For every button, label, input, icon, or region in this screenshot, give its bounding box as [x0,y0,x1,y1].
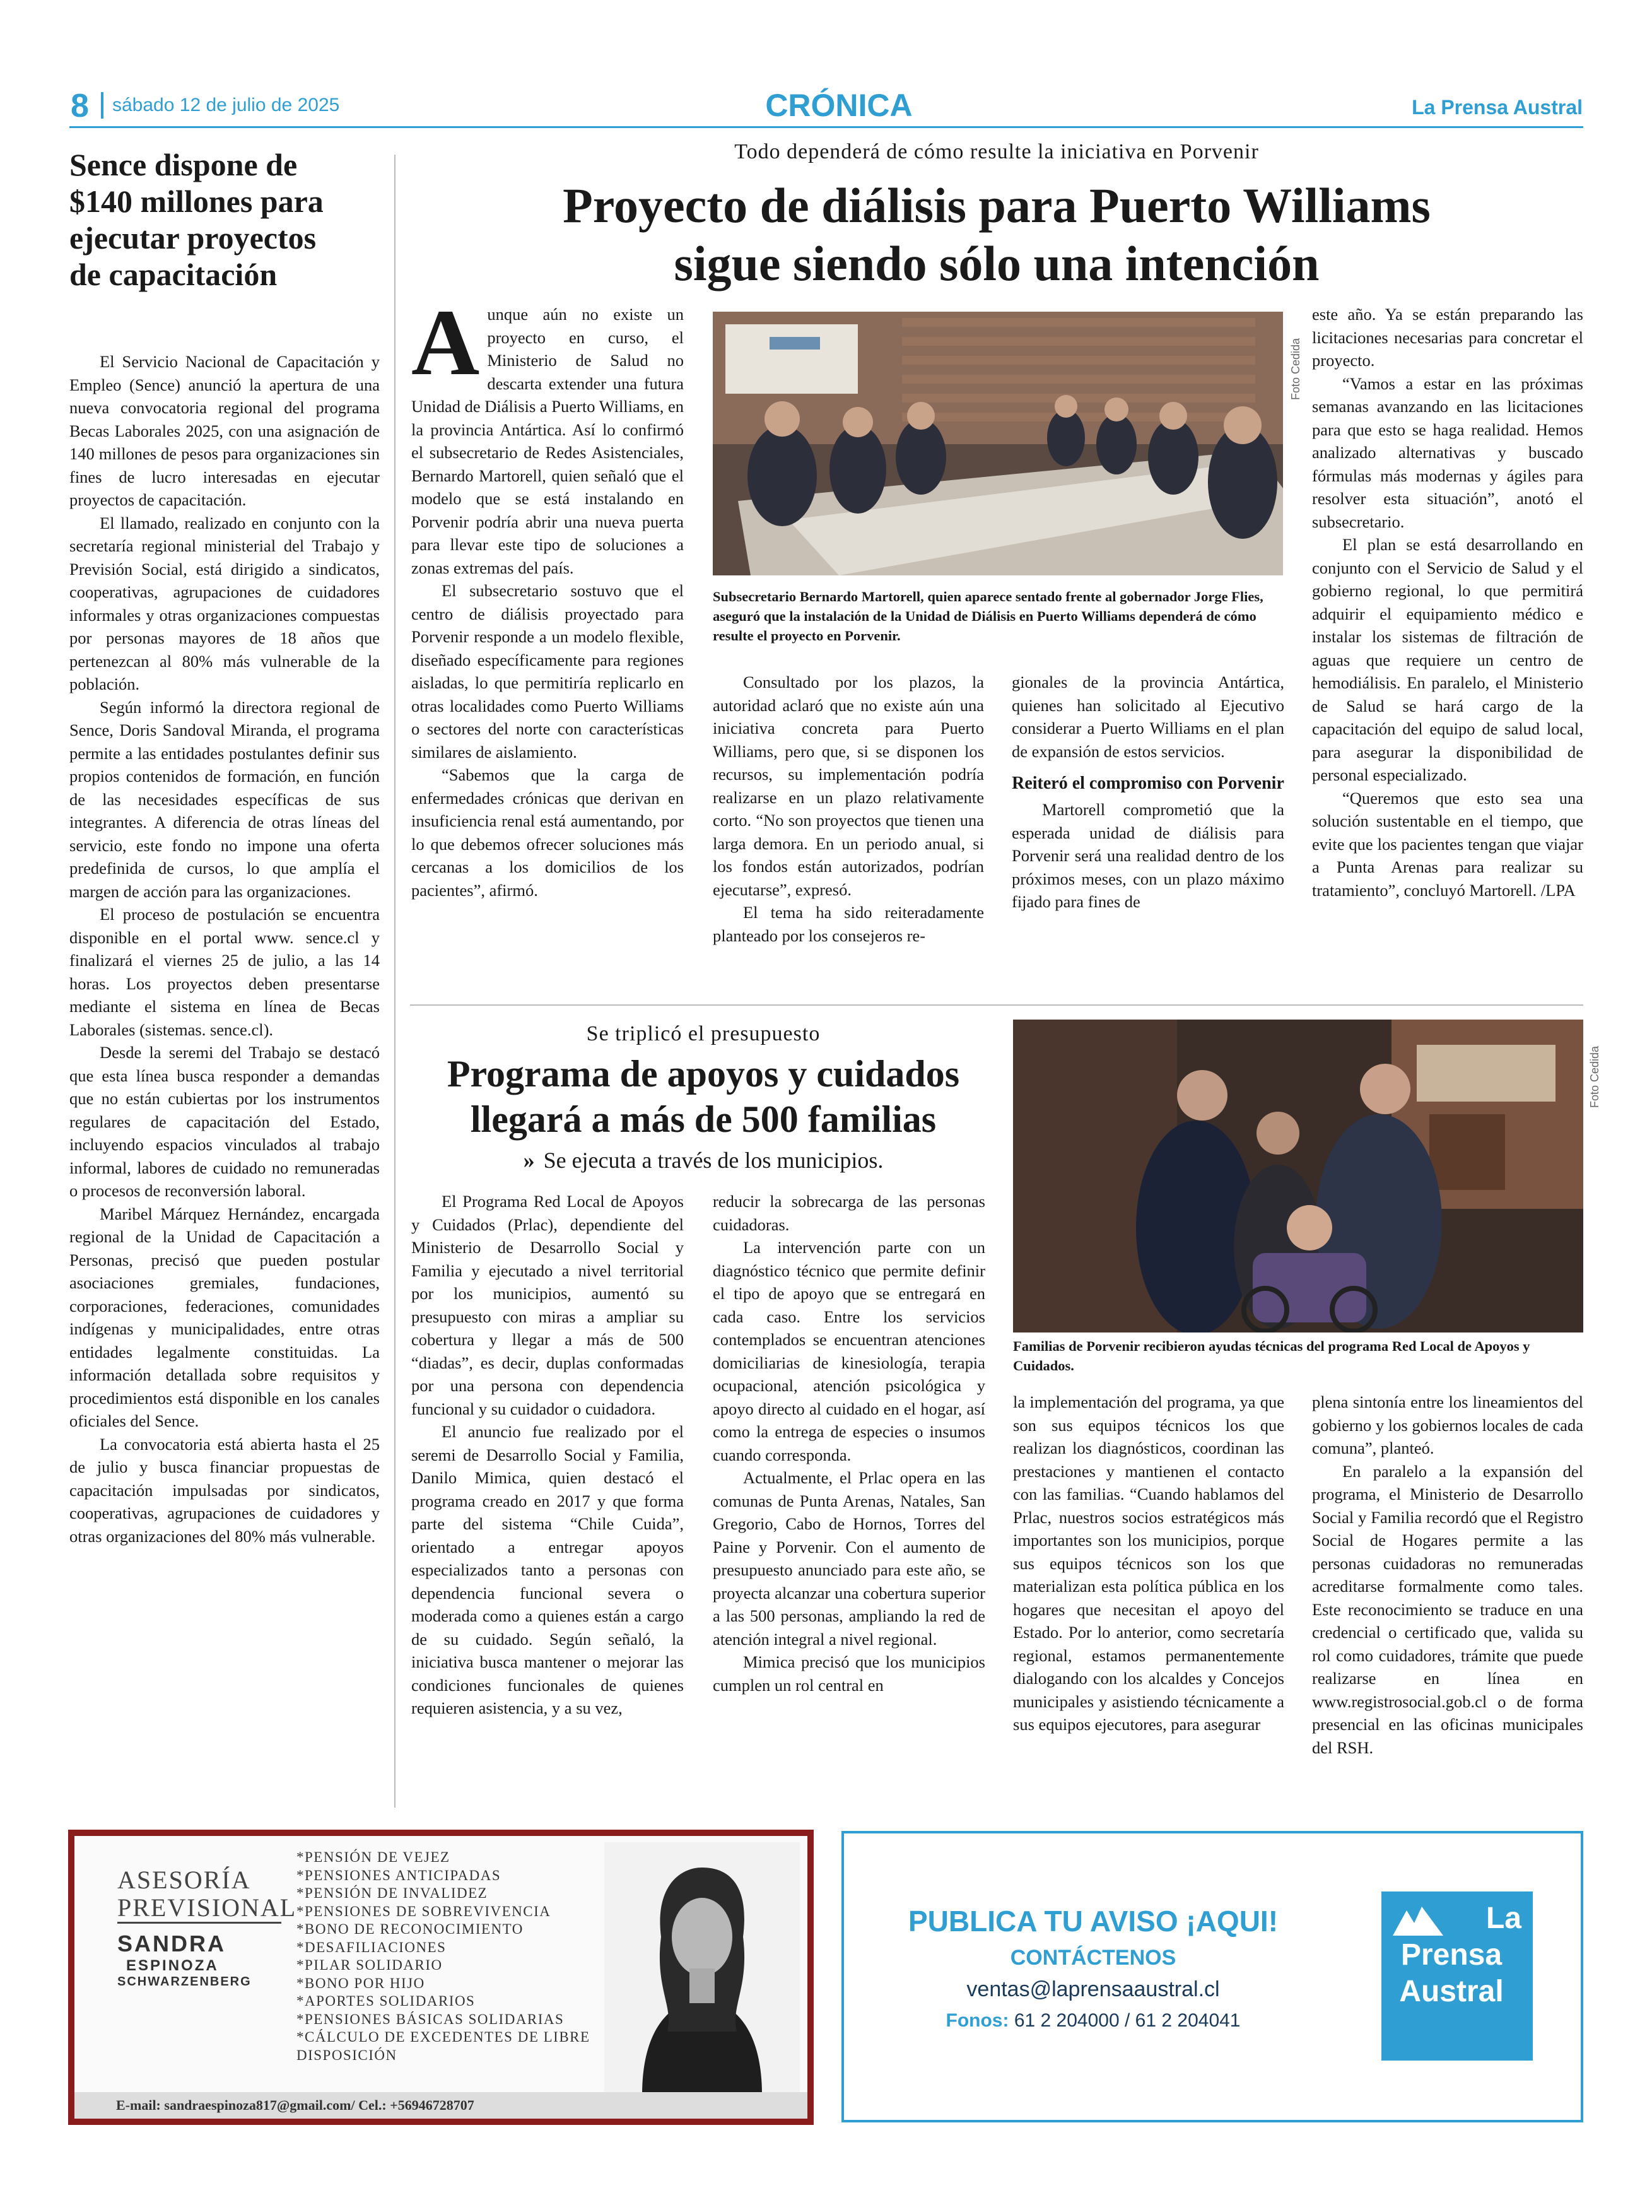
apoyos-kicker: Se triplicó el presupuesto [586,1022,821,1045]
photo-credit-2: Foto Cedida [1588,1045,1601,1108]
sence-headline: Sence dispone de $140 millones para ejecutar proyectos de capacitación [69,147,324,292]
paragraph: Consultado por los plazos, la autoridad aclaró que no existe aún una iniciativa concreta para Puerto Williams, pero que, si se disponen los recursos, su implementación podría realizarse en un plazo relativamente corto. “No son proyectos que tienen una larga demora. En un periodo anual, si los fondos están autorizados, podrían ejecutarse”, expresó. [713,673,984,899]
publish-ad-box[interactable] [841,1831,1583,2122]
meeting-photo [713,312,1283,575]
section-rule [410,1004,1583,1006]
ad-name-last1: ESPINOZA [126,1957,219,1974]
paragraph: El tema ha sido reiteradamente planteado por los consejeros re- [713,903,984,945]
apoyos-column-4 [1312,1391,1583,1808]
pension-advisory-ad[interactable] [68,1830,814,2125]
section-title: CRÓNICA [765,88,913,123]
paragraph: unque aún no existe un proyecto en curso, el Ministerio de Salud no descarta extender una futura Unidad de Diálisis a Puerto Williams, en la provincia Antártica. Así lo confirmó el subsecretario de Redes Asistenciales, Bernardo Martorell, quien señaló que el modelo que se está instalando en Porvenir podría abrir una nueva puerta para llevar este tipo de soluciones a zonas extremas del país. [411,305,684,577]
paragraph: El proceso de postulación se encuentra disponible en el portal www. sence.cl y finalizará el viernes 25 de julio, a las 14 horas. Los proyectos deben presentarse mediante el sistema en línea de Becas Laborales (sistemas. sence.cl). [69,905,380,1039]
paper-logo-text [1381,1900,1533,2010]
paragraph: El Programa Red Local de Apoyos y Cuidados (Prlac), dependiente del Ministerio de Desarrollo Social y Familia y ejecutado a nivel territorial por los municipios, aumentó su presupuesto con miras a ampliar su cobertura y llegar a más de 500 “diadas”, es decir, duplas conformadas por una persona con dependencia funcional y su cuidador o cuidadora. [411,1192,684,1418]
paragraph: La convocatoria está abierta hasta el 25 de julio y busca financiar propuestas de capacitación impulsadas por sindicatos, cooperativas, agrupaciones de cuidadores y otras organizaciones del 80% más vulnerable. [69,1434,380,1546]
paragraph: El subsecretario sostuvo que el centro de diálisis proyectado para Porvenir responde a un modelo flexible, diseñado específicamente para regiones aisladas, lo que permitiría replicarlo en otras localidades como Puerto Williams o sectores del norte con características similares de aislamiento. [411,581,684,762]
ad-contact-label: CONTÁCTENOS [1010,1946,1176,1970]
ad-service-item: *BONO POR HIJO [296,1975,425,1991]
ad-contact-footer: E-mail: sandraespinoza817@gmail.com/ Cel.: +56946728707 [74,2092,807,2119]
ad-service-item: *PENSIÓN DE INVALIDEZ [296,1885,488,1901]
apoyos-headline-line1: Programa de apoyos y cuidados [447,1053,960,1095]
ad-service-item: *PILAR SOLIDARIO [296,1957,443,1973]
ad-service-item: *APORTES SOLIDARIOS [296,1993,476,2009]
dialisis-col3b: Martorell comprometió que la esperada unidad de diálisis para Porvenir será una realidad dentro de los próximos meses, con un plazo máximo fijado para fines de [1012,800,1284,911]
column-divider [394,155,395,1808]
ad-service-item: *PENSIONES DE SOBREVIVENCIA [296,1903,551,1919]
dialisis-kicker: Todo dependerá de cómo resulte la iniciativa en Porvenir [734,140,1259,163]
photo-credit: Foto Cedida [1289,338,1302,400]
apoyos-deck-text: Se ejecuta a través de los municipios. [543,1148,884,1173]
paper-name: La Prensa Austral [1412,96,1583,119]
paragraph: En paralelo a la expansión del programa, el Ministerio de Desarrollo Social y Familia recordó que el Registro Social de Hogares permite a las personas cuidadoras no remuneradas acreditarse formalmente como tales. Este reconocimiento se traduce en una credencial o certificado que, valida su rol como cuidadores, trámite que puede realizarse en línea en www.registrosocial.gob.cl o de forma presencial en las oficinas municipales del RSH. [1312,1461,1583,1757]
paragraph: este año. Ya se están preparando las licitaciones necesarias para concretar el proyecto. [1312,305,1583,370]
paragraph: Desde la seremi del Trabajo se destacó que esta línea busca responder a demandas que no están cubiertas por los instrumentos regulares de capacitación del Estado, incluyendo espacios vinculados al trabajo informal, labores de cuidado no remuneradas o procesos de reconversión laboral. [69,1043,380,1200]
logo-line3: Austral [1399,1975,1504,2008]
dialisis-column-4 [1312,303,1583,985]
ad-services-list [296,1849,612,2064]
apoyos-column-2 [713,1190,985,1808]
families-photo-caption: Familias de Porvenir recibieron ayudas técnicas del programa Red Local de Apoyos y Cuidados. [1013,1338,1530,1374]
ad-title-line1: ASESORÍA [117,1866,251,1894]
apoyos-column-1 [411,1190,684,1808]
ad-service-item: *BONO DE RECONOCIMIENTO [296,1921,524,1937]
dialisis-column-1 [411,303,684,985]
meeting-photo-caption: Subsecretario Bernardo Martorell, quien aparece sentado frente al gobernador Jorge Flies, aseguró que la instalación de la Unidad de Diálisis en Puerto Williams dependerá de cómo resulte el proyecto en Porvenir. [713,589,1263,644]
logo-line2: Prensa [1400,1938,1503,1972]
paragraph: Actualmente, el Prlac opera en las comunas de Punta Arenas, Natales, San Gregorio, Cabo de Hornos, Torres del Paine y Porvenir. Con el aumento de presupuesto anunciado para este año, se proyecta alcanzar una cobertura superior a las 500 personas, ampliando la red de atención integral a nivel regional. [713,1468,985,1649]
paragraph: El plan se está desarrollando en conjunto con el Servicio de Salud y el gobierno regional, lo que permitirá adquirir el equipamiento médico e instalar los sistemas de filtración de aguas que requiere un centro de hemodiálisis. En paralelo, el Ministerio de Salud se hará cargo de la capacitación del equipo de salud local, para asegurar la disponibilidad de personal especializado. [1312,535,1583,784]
apoyos-headline [410,1051,997,1142]
paragraph: El llamado, realizado en conjunto con la secretaría regional ministerial del Trabajo y Previsión Social, está dirigido a sindicatos, cooperativas, agrupaciones de cuidadores informales y otras organizaciones compuestas por personas mayores de 18 años que pertenezcan al 80% más vulnerable de la población. [69,513,380,693]
dropcap: A [411,303,480,395]
dialisis-column-3 [1012,671,1284,986]
dialisis-subhead: Reiteró el compromiso con Porvenir [1012,774,1284,793]
ad-service-item: *DESAFILIACIONES [296,1939,447,1955]
ad-title [117,1866,296,1922]
header-rule [69,126,1583,128]
ad-publish-title: PUBLICA TU AVISO ¡AQUI! [908,1905,1279,1938]
ad-person-name [117,1931,252,1989]
paragraph: “Queremos que esto sea una solución sustentable en el tiempo, que evite que los pacientes tengan que viajar a Punta Arenas para realizar su tratamiento”, concluyó Martorell. /LPA [1312,788,1583,900]
ad-service-item: *CÁLCULO DE EXCEDENTES DE LIBRE DISPOSICIÓN [296,2029,590,2063]
paragraph: reducir la sobrecarga de las personas cuidadoras. [713,1192,985,1234]
paragraph: El anuncio fue realizado por el seremi de Desarrollo Social y Familia, Danilo Mimica, quien destacó el programa creado en 2017 y que forma parte del sistema “Chile Cuida”, orientado a entregar apoyos especializados tanto a personas con dependencia funcional severa o moderada como a quienes están a cargo de su cuidado. Según señaló, la iniciativa busca mantener o mejorar las condiciones funcionales de quienes requieren asistencia, y a su vez, [411,1422,684,1717]
ad-service-item: *PENSIONES ANTICIPADAS [296,1867,501,1883]
ad-phones [894,2010,1292,2032]
ad-title-line2: PREVISIONAL [117,1893,297,1922]
paragraph: “Vamos a estar en las próximas semanas avanzando en las licitaciones para que esto se haga realidad. Hemos analizado alternativas y buscado fórmulas más modernas y ágiles para resolver esta situación”, anotó el subsecretario. [1312,374,1583,531]
paragraph: Maribel Márquez Hernández, encargada regional de la Unidad de Capacitación a Personas, precisó que pueden postular asociaciones gremiales, fundaciones, corporaciones, federaciones, comunidades indígenas y municipalidades, entre otras entidades legalmente constituidas. La información detallada sobre requisitos y procedimientos está disponible en los canales oficiales del Sence. [69,1204,380,1430]
header-divider [101,92,103,119]
paragraph: plena sintonía entre los lineamientos del gobierno y los gobiernos locales de cada comuna”, planteó. [1312,1392,1583,1457]
apoyos-column-3 [1013,1391,1284,1808]
ad-phones-label: Fonos: [946,2010,1009,2031]
ad-service-item: *PENSIONES BÁSICAS SOLIDARIAS [296,2011,565,2027]
dialisis-headline-line2: sigue siendo sólo una intención [674,236,1320,291]
apoyos-deck [410,1147,997,1174]
dialisis-column-2 [713,671,984,986]
dialisis-col3a: gionales de la provincia Antártica, quienes han solicitado al Ejecutivo considerar a Puerto Williams en el plan de expansión de estos servicios. [1012,673,1284,761]
paragraph: La intervención parte con un diagnóstico técnico que permite definir el tipo de apoyo que se entregará en cada caso. Entre los servicios contemplados se encuentran atenciones domiciliarias de kinesiología, terapia ocupacional, atención psicológica y apoyo directo al cuidado en el hogar, así como la entrega de especies o insumos cuando corresponda. [713,1238,985,1464]
families-photo [1013,1020,1583,1332]
paragraph: El Servicio Nacional de Capacitación y Empleo (Sence) anunció la apertura de una nueva convocatoria regional del programa Becas Laborales 2025, con una asignación de 140 millones de pesos para organizaciones sin fines de lucro interesadas en ejecutar proyectos de capacitación. [69,352,380,509]
advisor-portrait [604,1842,800,2095]
sence-body [69,350,380,1814]
logo-line1: La [1485,1902,1521,1935]
deck-marker-icon: » [523,1148,535,1173]
ad-name-first: SANDRA [117,1931,226,1956]
apoyos-col3-text: la implementación del programa, ya que son sus equipos técnicos los que realizan los diagnósticos, coordinan las prestaciones y mantienen el contacto con las familias. “Cuando hablamos del Prlac, nuestros socios estratégicos más importantes son los municipios, porque sus equipos técnicos son los que materializan esta política pública en los hogares que necesitan el apoyo del Estado. Por lo anterior, como secretaría regional, estamos permanentemente dialogando con los alcaldes y Concejos municipales y asistiendo técnicamente a sus equipos ejecutores, para asegurar [1013,1392,1284,1734]
paragraph: Mimica precisó que los municipios cumplen un rol central en [713,1652,985,1695]
ad-service-item: *PENSIÓN DE VEJEZ [296,1849,450,1865]
paragraph: “Sabemos que la carga de enfermedades crónicas que derivan en insuficiencia renal está aumentando, por lo que debemos ofrecer soluciones más cercanas a los domicilios de los pacientes”, afirmó. [411,765,684,900]
dialisis-headline-line1: Proyecto de diálisis para Puerto Williams [563,178,1431,233]
ad-name-last2: SCHWARZENBERG [117,1975,252,1989]
issue-date: sábado 12 de julio de 2025 [112,95,340,115]
page-number: 8 [71,88,89,124]
apoyos-headline-line2: llegará a más de 500 familias [470,1098,937,1140]
dialisis-headline [410,177,1583,293]
ad-email-link[interactable]: ventas@laprensaaustral.cl [966,1977,1220,2001]
paper-logo [1381,1891,1533,2061]
ad-title-underline [117,1922,281,1924]
paragraph: Según informó la directora regional de Sence, Doris Sandoval Miranda, el programa permite a las entidades postulantes definir sus propios contenidos de formación, en función de las necesidades específicas de sus integrantes. A diferencia de otras líneas del servicio, este fondo no impone una oferta predefinida de cursos, lo que amplía el margen de acción para las organizaciones. [69,697,380,901]
ad-phones-number: 61 2 204000 / 61 2 204041 [1014,2010,1241,2031]
